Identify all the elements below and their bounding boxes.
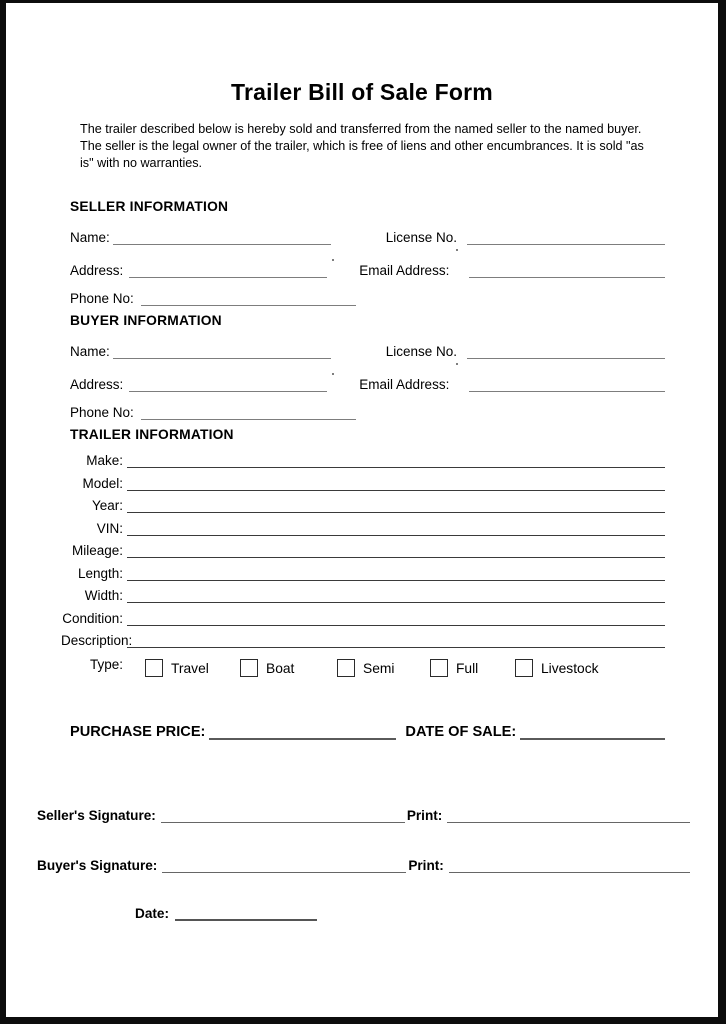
- buyer-phone-row: [70, 400, 665, 420]
- seller-phone-input[interactable]: [141, 289, 356, 306]
- buyer-phone-input[interactable]: [141, 403, 356, 420]
- trailer-mileage-label: Mileage:: [71, 543, 123, 558]
- stray-mark: [332, 373, 334, 375]
- trailer-model-label: Model:: [82, 475, 123, 491]
- boat-label: Boat: [266, 660, 295, 676]
- travel-label: Travel: [171, 660, 209, 676]
- buyer-email-label: Email Address:: [359, 377, 450, 392]
- trailer-type-label: Type:: [89, 657, 123, 672]
- trailer-condition-row: [61, 607, 665, 626]
- buyer-section-heading: BUYER INFORMATION: [70, 313, 222, 328]
- seller-email-input[interactable]: [469, 261, 665, 278]
- buyer-signature-label: Buyer's Signature:: [37, 858, 158, 873]
- trailer-vin-row: [61, 517, 665, 536]
- livestock-label: Livestock: [541, 660, 599, 676]
- trailer-length-label: Length:: [77, 565, 123, 581]
- purchase-price-input[interactable]: [209, 722, 396, 740]
- seller-address-label: Address:: [70, 263, 124, 278]
- trailer-year-row: [61, 494, 665, 513]
- trailer-description-input[interactable]: [127, 632, 665, 648]
- buyer-phone-label: Phone No:: [70, 405, 134, 420]
- trailer-year-label: Year:: [91, 498, 123, 513]
- trailer-condition-label: Condition:: [62, 610, 123, 626]
- buyer-name-label: Name:: [70, 344, 110, 359]
- trailer-width-input[interactable]: [127, 587, 665, 603]
- seller-section-heading: SELLER INFORMATION: [70, 199, 229, 214]
- trailer-description-label: Description:: [61, 633, 133, 648]
- trailer-model-row: [61, 472, 665, 491]
- seller-name-row: [70, 225, 665, 245]
- buyer-email-input[interactable]: [469, 375, 665, 392]
- intro-paragraph: The trailer described below is hereby sold and transferred from the named seller to the named buyer. The seller is the legal owner of the trailer, which is free of liens and other encumbrances. It is sold "as is" with no warranties.: [80, 122, 644, 170]
- trailer-description-row: [61, 629, 665, 648]
- seller-phone-label: Phone No:: [70, 291, 134, 306]
- seller-address-input[interactable]: [129, 261, 327, 278]
- trailer-year-input[interactable]: [127, 497, 665, 513]
- signature-block: [37, 801, 690, 921]
- trailer-type-row: [61, 657, 665, 679]
- date-input[interactable]: [175, 903, 317, 921]
- buyer-license-label: License No.: [385, 344, 458, 359]
- buyer-signature-row: [37, 851, 690, 873]
- seller-license-input[interactable]: [467, 228, 665, 245]
- buyer-signature-input[interactable]: [162, 856, 406, 873]
- trailer-condition-input[interactable]: [127, 610, 665, 626]
- trailer-vin-input[interactable]: [127, 520, 665, 536]
- type-option-travel: [145, 659, 240, 677]
- trailer-length-input[interactable]: [127, 565, 665, 581]
- stray-mark: [332, 259, 334, 261]
- date-row: [135, 899, 690, 921]
- full-checkbox[interactable]: [430, 659, 448, 677]
- buyer-name-row: [70, 339, 665, 359]
- trailer-make-label: Make:: [86, 453, 123, 468]
- trailer-vin-label: VIN:: [96, 520, 123, 536]
- trailer-width-row: [61, 584, 665, 603]
- trailer-model-input[interactable]: [127, 475, 665, 491]
- buyer-address-label: Address:: [70, 377, 124, 392]
- date-of-sale-label: DATE OF SALE:: [405, 724, 517, 740]
- seller-name-label: Name:: [70, 230, 110, 245]
- semi-label: Semi: [363, 660, 395, 676]
- full-label: Full: [456, 660, 479, 676]
- seller-signature-input[interactable]: [161, 806, 405, 823]
- purchase-price-label: PURCHASE PRICE:: [70, 724, 206, 740]
- buyer-address-input[interactable]: [129, 375, 327, 392]
- type-option-semi: [337, 659, 430, 677]
- type-option-boat: [240, 659, 337, 677]
- buyer-print-label: Print:: [408, 858, 444, 873]
- stray-mark: [456, 249, 458, 251]
- trailer-mileage-row: [61, 539, 665, 558]
- seller-license-label: License No.: [385, 230, 458, 245]
- seller-print-label: Print:: [406, 808, 443, 823]
- stray-mark: [456, 363, 458, 365]
- trailer-make-row: [61, 449, 665, 468]
- page-title: Trailer Bill of Sale Form: [231, 79, 493, 105]
- trailer-make-input[interactable]: [127, 452, 665, 468]
- buyer-address-row: [70, 372, 665, 392]
- boat-checkbox[interactable]: [240, 659, 258, 677]
- livestock-checkbox[interactable]: [515, 659, 533, 677]
- buyer-print-input[interactable]: [449, 856, 690, 873]
- trailer-width-label: Width:: [84, 588, 123, 603]
- seller-print-input[interactable]: [447, 806, 690, 823]
- seller-signature-row: [37, 801, 690, 823]
- buyer-name-input[interactable]: [113, 342, 331, 359]
- seller-address-row: [70, 258, 665, 278]
- purchase-row: [70, 714, 665, 740]
- semi-checkbox[interactable]: [337, 659, 355, 677]
- travel-checkbox[interactable]: [145, 659, 163, 677]
- trailer-section-heading: TRAILER INFORMATION: [70, 427, 234, 442]
- buyer-license-input[interactable]: [467, 342, 665, 359]
- trailer-length-row: [61, 562, 665, 581]
- seller-phone-row: [70, 286, 665, 306]
- seller-email-label: Email Address:: [359, 263, 450, 278]
- seller-signature-label: Seller's Signature:: [37, 808, 156, 823]
- trailer-mileage-input[interactable]: [127, 542, 665, 558]
- type-option-full: [430, 659, 515, 677]
- seller-name-input[interactable]: [113, 228, 331, 245]
- date-label: Date:: [135, 906, 169, 921]
- date-of-sale-input[interactable]: [520, 722, 665, 740]
- type-option-livestock: [515, 659, 599, 677]
